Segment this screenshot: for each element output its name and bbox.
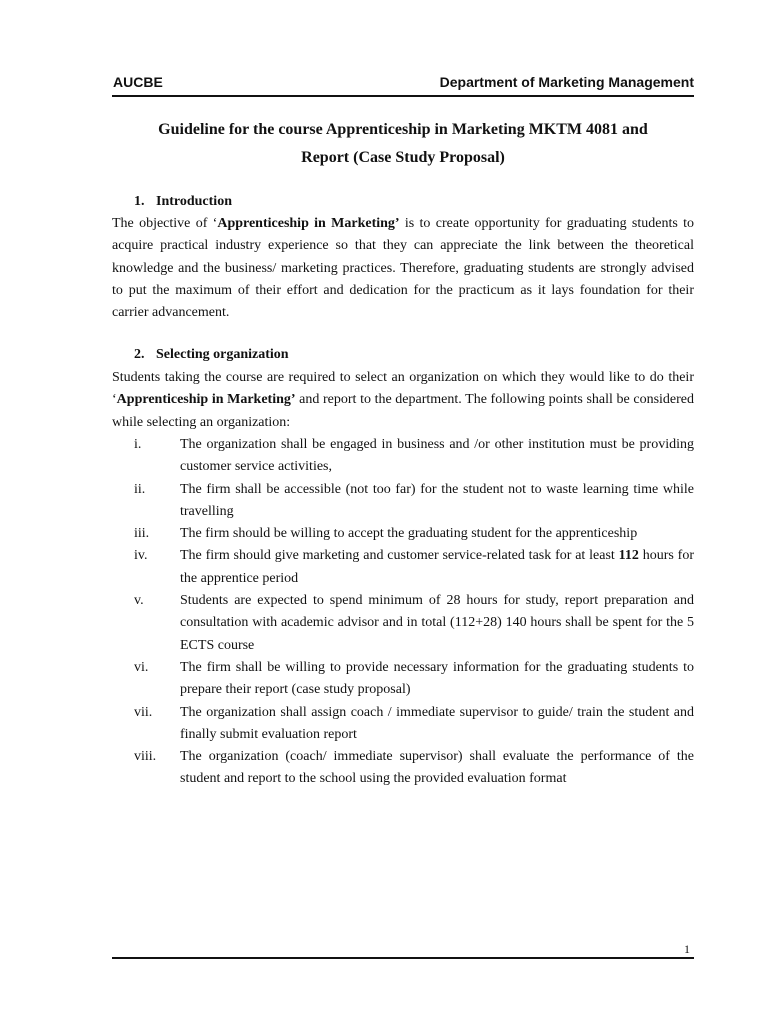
- paragraph-text: and report to the department. The following points shall be considered while selecting an organization:: [112, 392, 694, 430]
- list-item: [112, 702, 694, 747]
- footer-rule: [112, 957, 694, 959]
- list-item-emphasis: 112: [618, 548, 639, 564]
- list-item-text: Students are expected to spend minimum of 28 hours for study, report preparation and consultation with academic advisor and in total (112+28) 140 hours shall be spent for the 5 ECTS course: [180, 593, 694, 653]
- page-number: 1: [684, 942, 690, 956]
- list-item-text: The firm shall be accessible (not too far) for the student not to waste learning time while travelling: [180, 481, 694, 519]
- title-line-1: Guideline for the course Apprenticeship in Marketing MKTM 4081 and: [158, 121, 648, 138]
- list-item-number: vii.: [134, 704, 153, 720]
- section-title: Introduction: [156, 194, 232, 209]
- list-item-text: The firm should be willing to accept the graduating student for the apprenticeship: [180, 526, 638, 542]
- header-rule: [112, 95, 694, 97]
- section-number: 2.: [134, 347, 145, 362]
- header-department: Department of Marketing Management: [439, 74, 694, 90]
- list-item-text: The firm shall be willing to provide necessary information for the graduating students to prepare their report (case study proposal): [180, 659, 694, 698]
- list-item: [112, 746, 694, 791]
- list-item: [112, 545, 694, 590]
- list-item-number: iii.: [134, 526, 150, 542]
- list-item-number: viii.: [134, 749, 157, 765]
- list-item-number: vi.: [134, 659, 149, 675]
- list-item-number: v.: [134, 593, 144, 609]
- list-item: [112, 523, 694, 545]
- paragraph-text: is to create opportunity for graduating students to acquire practical industry experience so that they can appreciate the link between the theoretical knowledge and the business/ marketing practices. Therefore, graduating students are strongly advised to put the maximum of their effort and dedication for the practicum as it lays foundation for their carrier advancement.: [112, 216, 694, 321]
- paragraph-text: Students taking the course are required to select an organization on which they would like to do their ‘: [112, 370, 694, 408]
- header-institution: AUCBE: [113, 74, 163, 90]
- criteria-list: [112, 434, 694, 791]
- list-item-text: The organization shall be engaged in business and /or other institution must be providing customer service activities,: [180, 437, 694, 475]
- document-title: [112, 116, 694, 172]
- section-title: Selecting organization: [156, 347, 289, 362]
- list-item-number: iv.: [134, 548, 148, 564]
- list-item-number: ii.: [134, 481, 146, 497]
- title-line-2: Report (Case Study Proposal): [301, 149, 505, 166]
- paragraph-text: The objective of ‘: [112, 216, 218, 231]
- list-item: [112, 434, 694, 479]
- paragraph-emphasis: Apprenticeship in Marketing’: [116, 392, 296, 408]
- list-item: [112, 479, 694, 524]
- page-header: [112, 70, 694, 95]
- list-item-text: hours for the apprentice period: [180, 548, 694, 586]
- list-item-text: The organization (coach/ immediate supervisor) shall evaluate the performance of the student and report to the school using the provided evaluation format: [180, 749, 694, 787]
- introduction-paragraph: [112, 213, 694, 324]
- selecting-organization-paragraph: [112, 367, 694, 434]
- section-heading-selecting-organization: [134, 344, 289, 366]
- list-item-text: The firm should give marketing and customer service-related task for at least: [180, 548, 619, 564]
- list-item: [112, 657, 694, 702]
- list-item: [112, 590, 694, 657]
- list-item-text: The organization shall assign coach / immediate supervisor to guide/ train the student and finally submit evaluation report: [180, 704, 694, 742]
- section-heading-introduction: [134, 191, 232, 213]
- list-item-number: i.: [134, 437, 142, 452]
- paragraph-emphasis: Apprenticeship in Marketing’: [217, 216, 400, 231]
- section-number: 1.: [134, 194, 145, 209]
